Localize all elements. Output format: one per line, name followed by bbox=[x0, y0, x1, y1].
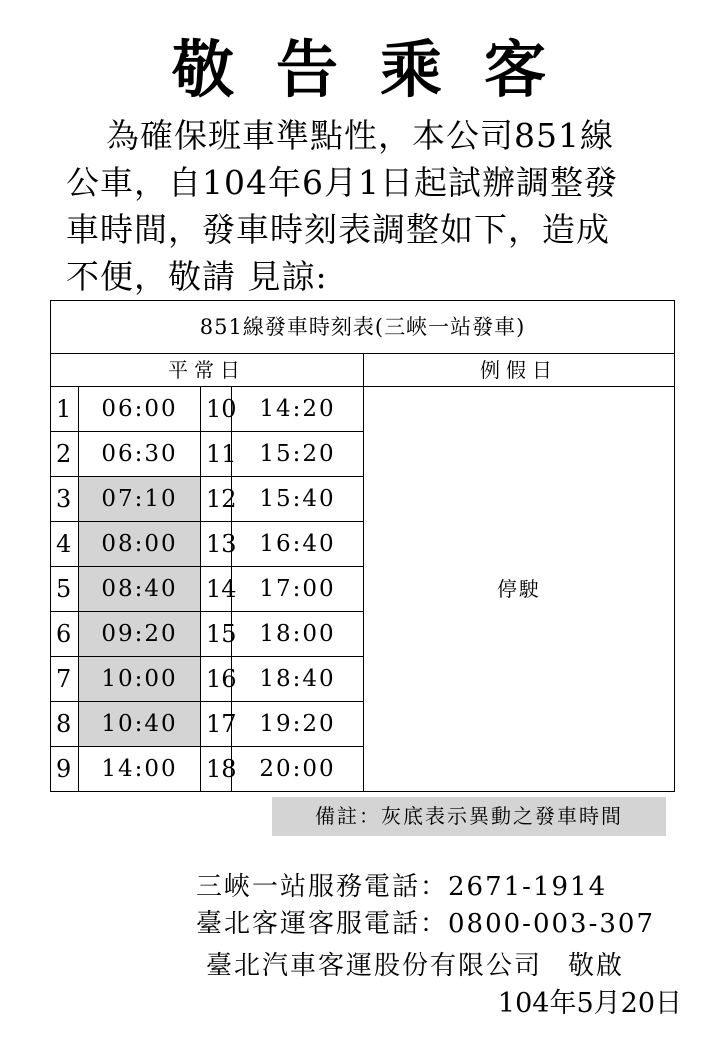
trip-number: 18 bbox=[201, 747, 232, 792]
station-phone: 三峽一站服務電話：2671-1914 bbox=[196, 872, 608, 902]
departure-time: 18:00 bbox=[232, 612, 364, 657]
trip-number: 1 bbox=[51, 387, 79, 432]
trip-number: 9 bbox=[51, 747, 79, 792]
departure-time: 16:40 bbox=[232, 522, 364, 567]
trip-number: 6 bbox=[51, 612, 79, 657]
holiday-header: 例假日 bbox=[364, 354, 675, 387]
departure-time: 14:00 bbox=[79, 747, 201, 792]
trip-number: 3 bbox=[51, 477, 79, 522]
trip-number: 13 bbox=[201, 522, 232, 567]
trip-number: 8 bbox=[51, 702, 79, 747]
trip-number: 11 bbox=[201, 432, 232, 477]
legend-note: 備註：灰底表示異動之發車時間 bbox=[272, 797, 666, 836]
departure-time: 15:40 bbox=[232, 477, 364, 522]
intro-line: 不便，敬請 見諒: bbox=[66, 257, 328, 296]
departure-time: 06:00 bbox=[79, 387, 201, 432]
holiday-status: 停駛 bbox=[364, 387, 675, 792]
company-signature bbox=[206, 948, 624, 984]
departure-time-changed: 07:10 bbox=[79, 477, 201, 522]
departure-time-changed: 08:40 bbox=[79, 567, 201, 612]
trip-number: 7 bbox=[51, 657, 79, 702]
departure-time: 06:30 bbox=[79, 432, 201, 477]
trip-number: 10 bbox=[201, 387, 232, 432]
departure-time: 15:20 bbox=[232, 432, 364, 477]
departure-time: 14:20 bbox=[232, 387, 364, 432]
timetable-caption: 851線發車時刻表(三峽一站發車) bbox=[51, 301, 675, 354]
trip-number: 4 bbox=[51, 522, 79, 567]
intro-line: 車時間，發車時刻表調整如下，造成 bbox=[66, 210, 610, 249]
departure-time: 19:20 bbox=[232, 702, 364, 747]
departure-time: 17:00 bbox=[232, 567, 364, 612]
departure-time-changed: 09:20 bbox=[79, 612, 201, 657]
trip-number: 15 bbox=[201, 612, 232, 657]
trip-number: 12 bbox=[201, 477, 232, 522]
notice-title: 敬告乘客 bbox=[171, 33, 588, 106]
intro-paragraph bbox=[66, 112, 676, 300]
intro-line: 為確保班車準點性，本公司851線 bbox=[106, 116, 614, 155]
departure-time-changed: 10:00 bbox=[79, 657, 201, 702]
trip-number: 16 bbox=[201, 657, 232, 702]
trip-number: 17 bbox=[201, 702, 232, 747]
departure-time-changed: 10:40 bbox=[79, 702, 201, 747]
table-row bbox=[51, 387, 675, 432]
departure-time: 20:00 bbox=[232, 747, 364, 792]
customer-service-phone: 臺北客運客服電話：0800-003-307 bbox=[196, 909, 655, 939]
departure-time-changed: 08:00 bbox=[79, 522, 201, 567]
trip-number: 14 bbox=[201, 567, 232, 612]
company-name: 臺北汽車客運股份有限公司 bbox=[206, 951, 543, 981]
notice-date: 104年5月20日 bbox=[497, 988, 682, 1019]
departure-time: 18:40 bbox=[232, 657, 364, 702]
trip-number: 5 bbox=[51, 567, 79, 612]
sign-off: 敬啟 bbox=[568, 951, 625, 981]
timetable bbox=[50, 300, 675, 792]
intro-line: 公車，自104年6月1日起試辦調整發 bbox=[66, 163, 618, 202]
trip-number: 2 bbox=[51, 432, 79, 477]
weekday-header: 平常日 bbox=[51, 354, 364, 387]
